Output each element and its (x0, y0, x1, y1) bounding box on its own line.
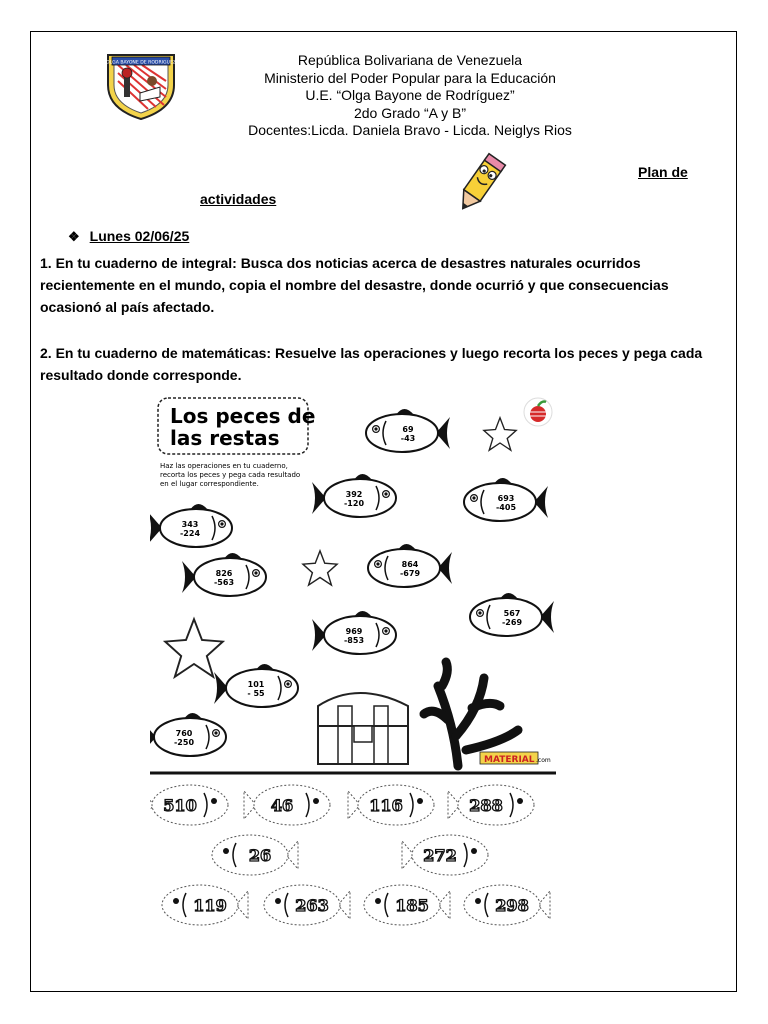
answer-value: 26 (248, 846, 272, 865)
answer-fish-cutout (212, 835, 298, 875)
header-country: República Bolivariana de Venezuela (297, 52, 523, 68)
answer-fish-cutout (464, 885, 550, 925)
fish-subtrahend: -853 (343, 636, 365, 645)
fish-subtrahend: -679 (399, 569, 421, 578)
fish-subtrahend: -250 (173, 738, 195, 747)
answer-fish-cutout (264, 885, 350, 925)
answer-value: 288 (469, 796, 503, 815)
fish-minuend: 567 (503, 609, 521, 618)
school-logo (104, 49, 178, 121)
worksheet-description-3: en el lugar correspondiente. (160, 480, 259, 488)
fish-subtrahend: -563 (213, 578, 235, 587)
fish-minuend: 864 (401, 560, 419, 569)
apple-logo-icon (524, 398, 552, 426)
answer-fish-cutout (150, 785, 228, 825)
answer-value: 510 (163, 796, 197, 815)
plan-title-part2: actividades (200, 191, 277, 207)
answer-value: 185 (395, 896, 429, 915)
brand-suffix: .com (536, 757, 551, 764)
answer-value: 116 (369, 796, 403, 815)
answer-value: 298 (495, 896, 529, 915)
worksheet-title-line1: Los peces de (170, 404, 316, 428)
instruction-2: 2. En tu cuaderno de matemáticas: Resuelve las operaciones y luego recorta los peces y pega cada resultado donde corresponde. (40, 345, 703, 383)
worksheet-description-1: Haz las operaciones en tu cuaderno, (160, 462, 288, 470)
answer-value: 272 (423, 846, 457, 865)
instruction-1: 1. En tu cuaderno de integral: Busca dos noticias acerca de desastres naturales ocurridos recientemente en el mundo, copia el nombre del desastre, donde ocurrió y que consecuencias ocasionó al país afectado. (40, 255, 669, 315)
fish-subtrahend: -120 (343, 499, 365, 508)
answer-fish-cutout (448, 785, 534, 825)
answer-value: 263 (295, 896, 329, 915)
fish-minuend: 760 (175, 729, 193, 738)
day-label: Lunes 02/06/25 (89, 228, 190, 244)
worksheet-image (150, 390, 556, 776)
logo-banner-text: OLGA BAYONE DE RODRIGUEZ (105, 60, 177, 66)
day-heading (68, 228, 189, 245)
answer-value: 46 (270, 796, 294, 815)
fish-subtrahend: -405 (495, 503, 517, 512)
header-school: U.E. “Olga Bayone de Rodríguez” (305, 87, 515, 103)
treasure-chest-icon (318, 693, 408, 764)
brand-label: MATERIAL (484, 755, 535, 765)
answer-fish-cutout (244, 785, 330, 825)
fish-minuend: 826 (215, 569, 233, 578)
answer-value: 119 (193, 896, 227, 915)
fish-subtrahend: -43 (400, 434, 416, 443)
header-teachers: Docentes:Licda. Daniela Bravo - Licda. Neiglys Rios (248, 122, 572, 138)
document-header (200, 52, 620, 140)
bullet-diamond-icon: ❖ (68, 229, 80, 244)
answer-fish-cutout (364, 885, 450, 925)
fish-minuend: 69 (402, 425, 414, 434)
worksheet-title-line2: las restas (170, 426, 280, 450)
fish-subtrahend: -224 (179, 529, 201, 538)
header-grade: 2do Grado “A y B” (353, 104, 467, 121)
fish-minuend: 101 (247, 680, 265, 689)
header-ministry: Ministerio del Poder Popular para la Educación (264, 69, 556, 86)
answer-cutouts (150, 778, 556, 933)
fish-minuend: 969 (345, 627, 363, 636)
answer-fish-cutout (348, 785, 434, 825)
answer-fish-cutout (162, 885, 248, 925)
pencil-cartoon-icon (452, 152, 508, 216)
answer-fish-cutout (402, 835, 488, 875)
fish-minuend: 392 (345, 490, 363, 499)
fish-subtrahend: - 55 (247, 689, 265, 698)
fish-minuend: 693 (497, 494, 515, 503)
worksheet-description-2: recorta los peces y pega cada resultado (160, 471, 301, 479)
plan-title-part1: Plan de (638, 164, 688, 180)
fish-subtrahend: -269 (501, 618, 523, 627)
fish-minuend: 343 (181, 520, 199, 529)
